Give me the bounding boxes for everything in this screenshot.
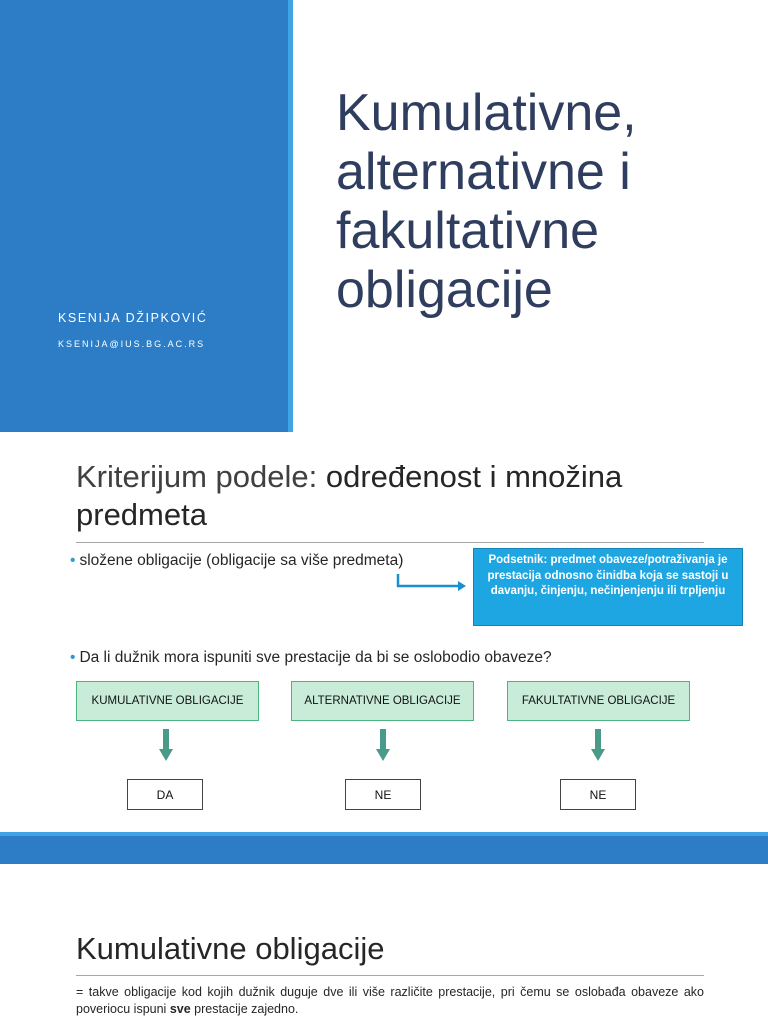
title-line: Kumulativne, [336,84,637,142]
title-divider [76,975,704,976]
category-box-kumulativne: KUMULATIVNE OBLIGACIJE [76,681,259,721]
author-email: KSENIJA@IUS.BG.AC.RS [58,339,206,349]
reminder-box: Podsetnik: predmet obaveze/potraživanja je prestacija odnosno činidba koja se sastoji u davanju, činjenju, nečinjenjenju ili trpljenju [473,548,743,626]
title-prefix: Kriterijum podele: [76,459,326,494]
title-line: alternativne i [336,143,631,201]
bullet-dot-icon: • [70,552,76,569]
down-arrow-icon [591,729,605,761]
down-arrow-icon [376,729,390,761]
answer-box-da: DA [127,779,203,810]
title-line2: predmeta [76,497,207,532]
footer-band [0,836,768,864]
bullet-dot-icon: • [70,649,76,666]
criterion-slide [0,432,768,864]
definition-text [76,984,704,1018]
category-box-alternativne: ALTERNATIVNE OBLIGACIJE [291,681,474,721]
title-divider [76,542,704,543]
title-accent-stripe [288,0,293,432]
presentation-title [336,84,756,320]
definition-text-end: prestacije zajedno. [190,1002,299,1016]
slide-title: Kumulativne obligacije [76,931,385,966]
title-highlight: određenost i množina [325,459,623,494]
bullet-text: Da li dužnik mora ispuniti sve prestacije da bi se oslobodio obaveze? [79,649,552,666]
author-name: KSENIJA DŽIPKOVIĆ [58,311,208,325]
answer-box-ne: NE [560,779,636,810]
title-line: fakultativne [336,202,600,260]
answer-box-ne: NE [345,779,421,810]
title-side-panel [0,0,288,432]
title-line: obligacije [336,261,553,319]
definition-emphasis: sve [169,1002,191,1016]
definition-text-start: = takve obligacije kod kojih dužnik duguje dve ili više različite prestacije, pri čemu se oslobađa obaveze ako poveriocu ispuni [76,985,704,1016]
category-box-fakultativne: FAKULTATIVNE OBLIGACIJE [507,681,690,721]
definition-slide [0,864,768,1024]
slide-title [76,458,716,534]
bullet-text: složene obligacije (obligacije sa više predmeta) [79,552,404,569]
bullet-item [70,649,552,667]
elbow-arrow-icon [396,572,466,596]
down-arrow-icon [159,729,173,761]
title-slide [0,0,768,432]
bullet-item [70,552,403,570]
